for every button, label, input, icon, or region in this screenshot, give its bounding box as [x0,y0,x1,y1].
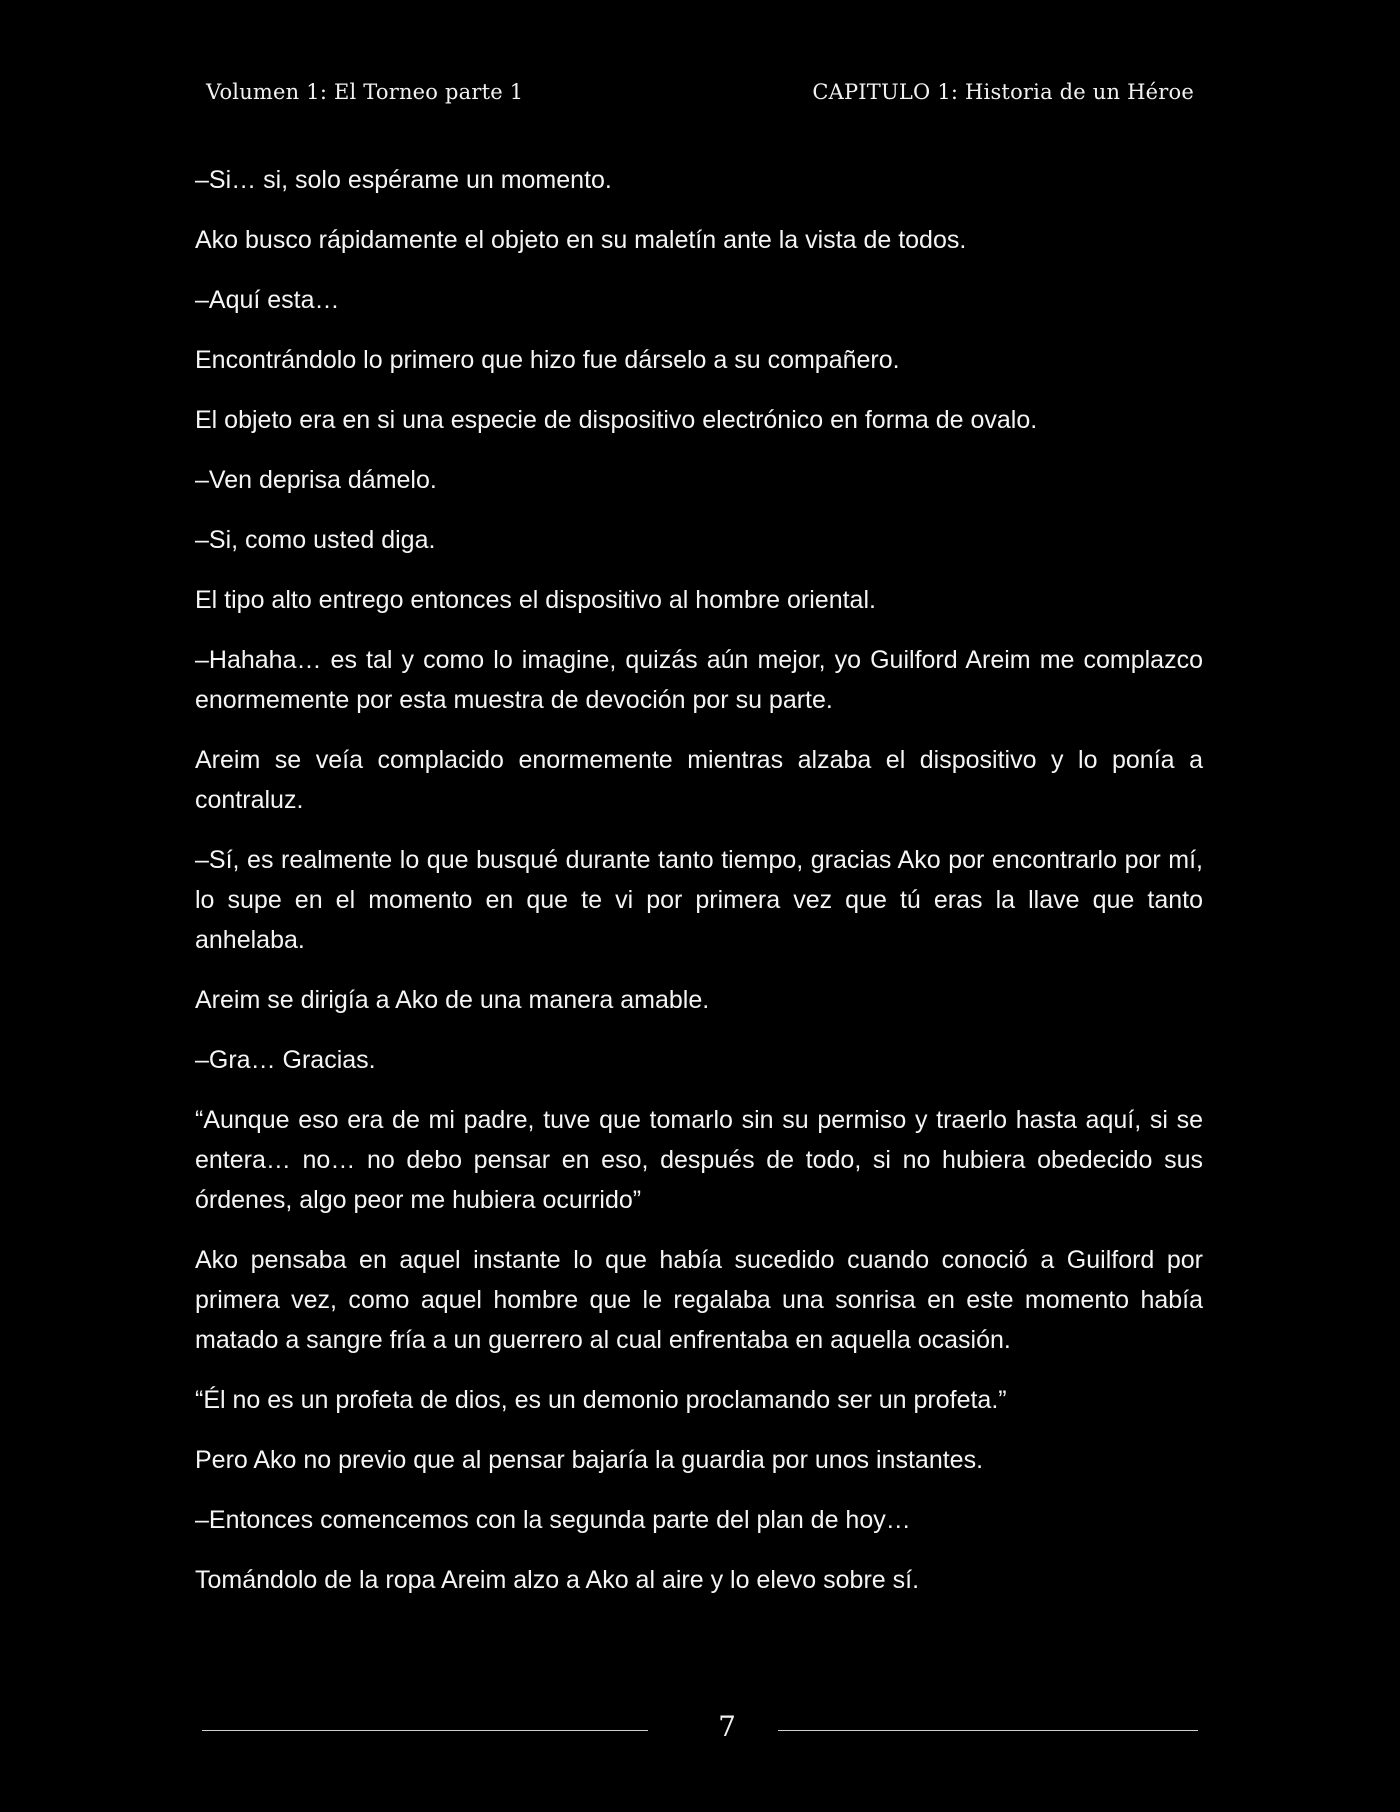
paragraph: –Gra… Gracias. [195,1046,376,1074]
paragraph: –Sí, es realmente lo que busqué durante tanto tiempo, gracias Ako por encontrarlo por mí, lo supe en el momento en que te vi por primera vez que tú eras la llave que tanto anhelaba. [195,846,1203,954]
footer-rule-left [202,1730,648,1731]
body-text [195,160,1203,1620]
paragraph: –Hahaha… es tal y como lo imagine, quizás aún mejor, yo Guilford Areim me complazco enormemente por esta muestra de devoción por su parte. [195,646,1203,714]
paragraph: –Si, como usted diga. [195,526,436,554]
footer-rule-right [778,1730,1198,1731]
paragraph: “Él no es un profeta de dios, es un demonio proclamando ser un profeta.” [195,1386,1007,1414]
paragraph: El objeto era en si una especie de dispositivo electrónico en forma de ovalo. [195,406,1038,434]
paragraph: –Si… si, solo espérame un momento. [195,166,612,194]
paragraph: –Entonces comencemos con la segunda parte del plan de hoy… [195,1506,911,1534]
paragraph: Areim se dirigía a Ako de una manera amable. [195,986,710,1014]
paragraph: Encontrándolo lo primero que hizo fue dárselo a su compañero. [195,346,900,374]
page-footer [202,1710,1198,1750]
page-number: 7 [718,1710,736,1743]
paragraph: Ako pensaba en aquel instante lo que había sucedido cuando conoció a Guilford por primera vez, como aquel hombre que le regalaba una sonrisa en este momento había matado a sangre fría a un guerrero al cual enfrentaba en aquella ocasión. [195,1246,1203,1354]
paragraph: Ako busco rápidamente el objeto en su maletín ante la vista de todos. [195,226,967,254]
paragraph: Tomándolo de la ropa Areim alzo a Ako al aire y lo elevo sobre sí. [195,1566,920,1594]
paragraph: –Ven deprisa dámelo. [195,466,437,494]
paragraph: –Aquí esta… [195,286,340,314]
paragraph: Areim se veía complacido enormemente mientras alzaba el dispositivo y lo ponía a contraluz. [195,746,1203,814]
header-chapter-title: CAPITULO 1: Historia de un Héroe [812,80,1194,104]
paragraph: “Aunque eso era de mi padre, tuve que tomarlo sin su permiso y traerlo hasta aquí, si se entera… no… no debo pensar en eso, después de todo, si no hubiera obedecido sus órdenes, algo peor me hubiera ocurrido” [195,1106,1203,1214]
header-volume-title: Volumen 1: El Torneo parte 1 [206,80,524,104]
paragraph: El tipo alto entrego entonces el dispositivo al hombre oriental. [195,586,876,614]
running-header [206,80,1194,110]
paragraph: Pero Ako no previo que al pensar bajaría la guardia por unos instantes. [195,1446,984,1474]
